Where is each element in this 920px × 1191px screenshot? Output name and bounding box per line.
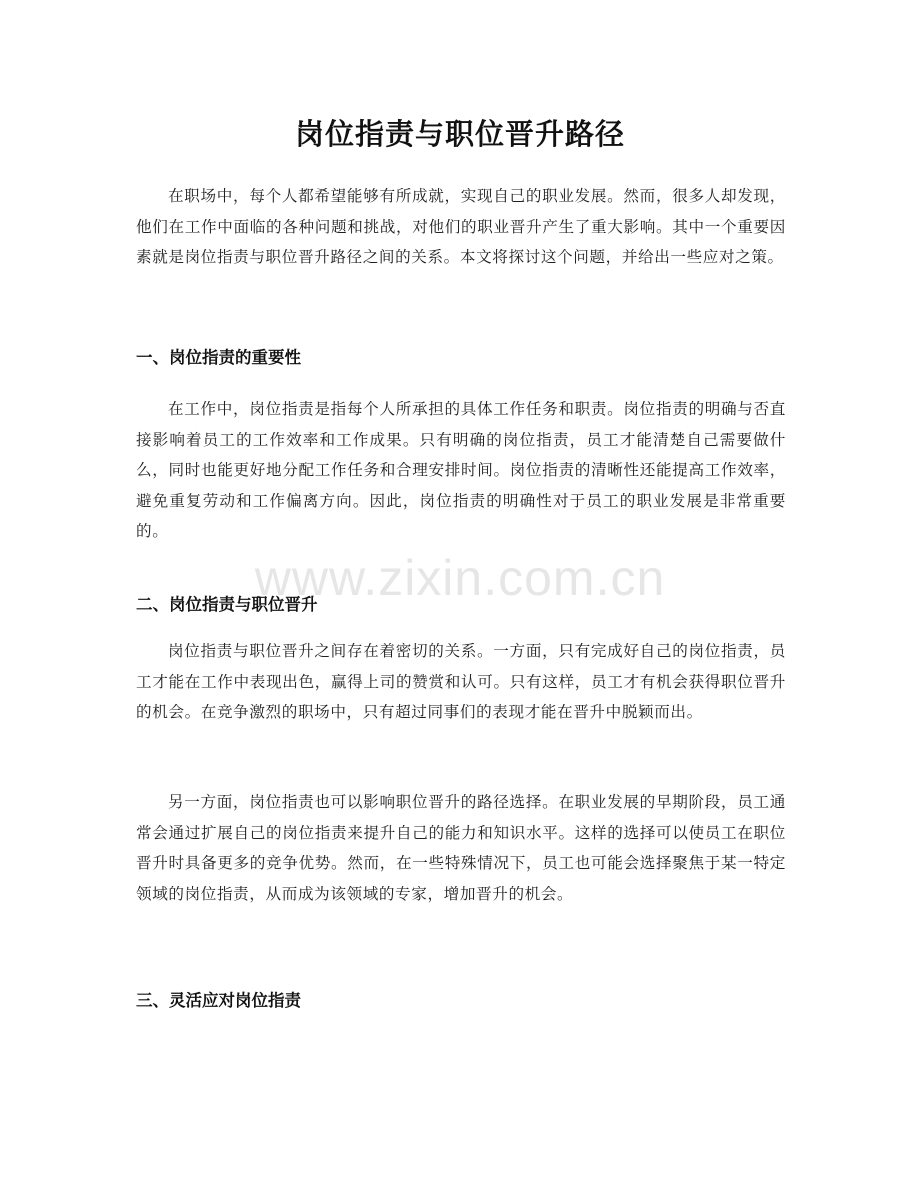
intro-paragraph: 在职场中，每个人都希望能够有所成就，实现自己的职业发展。然而，很多人却发现，他们在工作中面临的各种问题和挑战，对他们的职业晋升产生了重大影响。其中一个重要因素就是岗位指责与职位晋升路径之间的关系。本文将探讨这个问题，并给出一些应对之策。 [136, 187, 786, 266]
document-title: 岗位指责与职位晋升路径 [294, 117, 625, 151]
section-2-paragraph-1: 岗位指责与职位晋升之间存在着密切的关系。一方面，只有完成好自己的岗位指责，员工才能在工作中表现出色，赢得上司的赞赏和认可。只有这样，员工才有机会获得职位晋升的机会。在竞争激烈的职场中，只有超过同事们的表现才能在晋升中脱颖而出。 [136, 642, 786, 721]
section-2-paragraph-2: 另一方面，岗位指责也可以影响职位晋升的路径选择。在职业发展的早期阶段，员工通常会通过扩展自己的岗位指责来提升自己的能力和知识水平。这样的选择可以使员工在职位晋升时具备更多的竞争优势。然而，在一些特殊情况下，员工也可能会选择聚焦于某一特定领域的岗位指责，从而成为该领域的专家，增加晋升的机会。 [136, 793, 786, 903]
section-1-paragraph-1: 在工作中，岗位指责是指每个人所承担的具体工作任务和职责。岗位指责的明确与否直接影响着员工的工作效率和工作成果。只有明确的岗位指责，员工才能清楚自己需要做什么，同时也能更好地分配工作任务和合理安排时间。岗位指责的清晰性还能提高工作效率，避免重复劳动和工作偏离方向。因此，岗位指责的明确性对于员工的职业发展是非常重要的。 [136, 400, 786, 540]
section-heading-2: 二、岗位指责与职位晋升 [136, 595, 318, 614]
section-heading-3: 三、灵活应对岗位指责 [136, 991, 301, 1010]
section-heading-1: 一、岗位指责的重要性 [136, 348, 301, 367]
watermark: www.zixin.com.cn [254, 550, 666, 606]
